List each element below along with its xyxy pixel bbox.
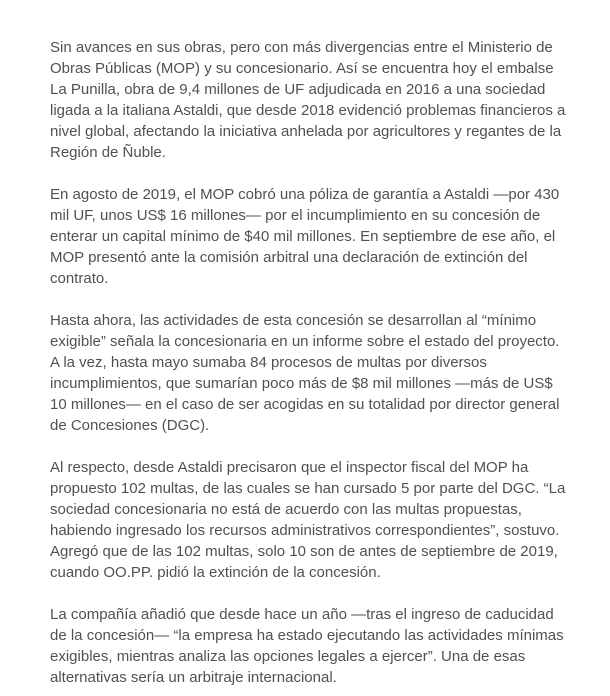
article-paragraph-4: Al respecto, desde Astaldi precisaron que el inspector fiscal del MOP ha propuesto 102 multas, de las cuales se han cursado 5 por parte del DGC. “La sociedad concesionaria no está de acuerdo con las multas propuestas, habiendo ingresado los recursos administrativos correspondientes”, sostuvo. Agregó que de las 102 multas, solo 10 son de antes de septiembre de 2019, cuando OO.PP. pidió la extinción de la concesión. xyxy=(50,459,566,581)
article-paragraph-5: La compañía añadió que desde hace un año —tras el ingreso de caducidad de la concesión— “la empresa ha estado ejecutando las actividades mínimas exigibles, mientras analiza las opciones legales a ejercer”. Una de esas alternativas sería un arbitraje internacional. xyxy=(50,606,564,686)
article-paragraph-3: Hasta ahora, las actividades de esta concesión se desarrollan al “mínimo exigible” señala la concesionaria en un informe sobre el estado del proyecto. A la vez, hasta mayo sumaba 84 procesos de multas por diversos incumplimientos, que sumarían poco más de $8 mil millones —más de US$ 10 millones— en el caso de ser acogidas en su totalidad por director general de Concesiones (DGC). xyxy=(50,312,560,434)
article-paragraph-2: En agosto de 2019, el MOP cobró una póliza de garantía a Astaldi —por 430 mil UF, unos US$ 16 millones— por el incumplimiento en su concesión de enterar un capital mínimo de $40 mil millones. En septiembre de ese año, el MOP presentó ante la comisión arbitral una declaración de extinción del contrato. xyxy=(50,186,560,287)
article-paragraph-1: Sin avances en sus obras, pero con más divergencias entre el Ministerio de Obras Públicas (MOP) y su concesionario. Así se encuentra hoy el embalse La Punilla, obra de 9,4 millones de UF adjudicada en 2016 a una sociedad ligada a la italiana Astaldi, que desde 2018 evidenció problemas financieros a nivel global, afectando la iniciativa anhelada por agricultores y regantes de la Región de Ñuble. xyxy=(50,39,566,161)
